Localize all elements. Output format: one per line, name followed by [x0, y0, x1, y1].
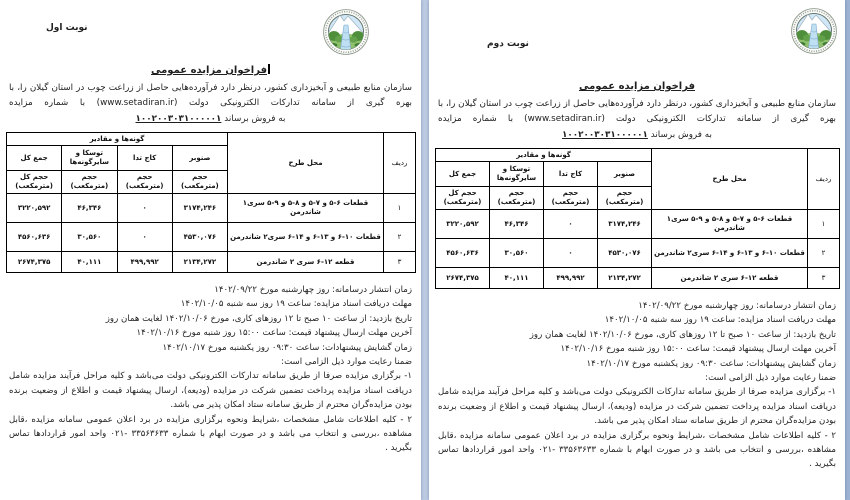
col-header-alder: توسکا و سایرگونه‌ها: [62, 146, 117, 171]
round-label: نوبت اول: [46, 23, 88, 33]
total-volume: ۳۲۲۰,۵۹۲: [436, 210, 490, 239]
col-header-total: جمع کل: [436, 162, 490, 187]
pine-volume: ۴۹۹,۹۹۲: [117, 252, 172, 273]
auction-number: ۱۰۰۲۰۰۳۰۳۱۰۰۰۰۰۱: [562, 130, 648, 140]
text-cursor: [268, 64, 270, 74]
note-item-1: ۱- برگزاری مزایده صرفا از طریق سامانه تدارکات الکترونیکی دولت می‌باشد و کلیه مراحل فرآیند مزایده شامل دریافت اسناد مزایده پرداخت تضمین شرکت در مزایده (ودیعه)، ارسال پیشنهاد قیمت و اطلاع از وضعیت برنده بودن مزایده‌گران محترم از طریق سامانه ستاد امکان پذیر می باشد.: [438, 387, 836, 427]
alder-volume: ۴۶,۳۴۶: [62, 194, 117, 223]
pine-volume: ۰: [117, 194, 172, 223]
auction-number: ۱۰۰۲۰۰۳۰۳۱۰۰۰۰۰۱: [135, 114, 222, 124]
page-second: [429, 0, 845, 500]
schedule-line-opening: زمان گشایش پیشنهادات: ساعت ۰۹:۳۰ روز یکشنبه مورخ ۱۴۰۲/۱۰/۱۷: [586, 358, 836, 369]
notes-block: [429, 385, 845, 471]
row-number: ۱: [808, 210, 840, 239]
pine-volume: ۰: [544, 210, 598, 239]
note-item-2: ۲ - کلیه اطلاعات شامل مشخصات ،شرایط ونحوه برگزاری مزایده در برد اعلان عمومی سامانه مزایده ،قابل مشاهده ،بررسی و انتخاب می باشد و در صورت ابهام با شماره ۳۳۵۶۳۶۳۳ -۰۲۱ واحد امور قراردادها تماس بگیرید .: [438, 430, 837, 470]
intro-line-1: سازمان منابع طبیعی و آبخیزداری کشور، درنظر دارد فرآورده‌هایی حاصل از زراعت چوب در استان گیلان را، با: [9, 83, 412, 93]
poplar-volume: ۲۱۳۴,۲۷۲: [598, 268, 652, 289]
volume-unit-label: حجم (مترمکعب): [490, 187, 544, 210]
intro-line-2: بهره گیری از سامانه تدارکات الکترونیکی دولت (www.setadiran.ir) با شماره مزایده: [438, 114, 836, 124]
col-header-poplar: صنوبر: [172, 146, 227, 171]
total-volume: ۳۲۲۰,۵۹۲: [7, 194, 62, 223]
note-item-2: ۲ - کلیه اطلاعات شامل مشخصات ،شرایط ونحوه برگزاری مزایده در برد اعلان عمومی سامانه مزایده ،قابل مشاهده ،بررسی و انتخاب می باشد و در صورت ابهام با شماره ۳۳۵۶۳۶۳۳ -۰۲۱ واحد امور قراردادها تماس بگیرید .: [9, 414, 412, 454]
pine-volume: ۰: [117, 223, 172, 252]
note-item-1: ۱- برگزاری مزایده صرفا از طریق سامانه تدارکات الکترونیکی دولت می‌باشد و کلیه مراحل فرآیند مزایده شامل دریافت اسناد مزایده پرداخت تضمین شرکت در مزایده (ودیعه)، ارسال پیشنهاد قیمت و اطلاع از وضعیت برنده بودن مزایده‌گران محترم از طریق سامانه ستاد امکان پذیر می باشد.: [9, 371, 412, 411]
col-header-location: محل طرح: [228, 133, 384, 194]
organization-emblem-icon: [791, 7, 837, 55]
row-number: ۳: [384, 252, 416, 273]
intro-line-3: [438, 128, 836, 143]
schedule-line-doc-deadline: مهلت دریافت اسناد مزایده: ساعت ۱۹ روز سه شنبه ۱۴۰۲/۱۰/۰۵: [180, 299, 412, 310]
col-header-total: جمع کل: [7, 146, 62, 171]
schedule-line-publication: زمان انتشار درسامانه: روز چهارشنبه مورخ ۱۴۰۲/۰۹/۲۲: [214, 285, 412, 295]
volume-unit-label: حجم (مترمکعب): [62, 171, 117, 194]
schedule-line-bid-deadline: آخرین مهلت ارسال پیشنهاد قیمت: ساعت ۱۵:۰۰ روز شنبه مورخ ۱۴۰۲/۱۰/۱۶: [136, 328, 412, 339]
intro-paragraph: [429, 97, 845, 143]
poplar-volume: ۴۵۳۰,۰۷۶: [172, 223, 227, 252]
volume-unit-label: حجم (مترمکعب): [544, 187, 598, 210]
poplar-volume: ۳۱۷۴,۲۴۶: [172, 194, 227, 223]
schedule-block: [0, 283, 421, 369]
total-volume: ۴۵۶۰,۶۳۶: [7, 223, 62, 252]
table-row: [436, 239, 840, 268]
poplar-volume: ۴۵۳۰,۰۷۶: [598, 239, 652, 268]
page-header: [0, 0, 421, 64]
schedule-line-opening: زمان گشایش پیشنهادات: ساعت ۰۹:۳۰ روز یکشنبه مورخ ۱۴۰۲/۱۰/۱۷: [162, 342, 412, 353]
total-volume-unit-label: حجم کل (مترمکعب): [436, 187, 490, 210]
total-volume-unit-label: حجم کل (مترمکعب): [7, 171, 62, 194]
volume-unit-label: حجم (مترمکعب): [172, 171, 227, 194]
alder-volume: ۴۶,۳۴۶: [490, 210, 544, 239]
notes-block: [0, 369, 421, 455]
volume-unit-label: حجم (مترمکعب): [117, 171, 172, 194]
col-header-alder: توسکا و سایرگونه‌ها: [490, 162, 544, 187]
pine-volume: ۴۹۹,۹۹۲: [544, 268, 598, 289]
schedule-line-doc-deadline: مهلت دریافت اسناد مزایده: ساعت ۱۹ روز سه شنبه ۱۴۰۲/۱۰/۰۵: [604, 315, 836, 326]
page-header: [429, 0, 845, 81]
page-title: [0, 64, 421, 77]
plot-location: قطعات ۱۰-۶ و ۱۳-۶ و ۱۴-۶ سری۲ شاندرمن: [652, 239, 808, 268]
intro-line-3: [9, 112, 412, 127]
schedule-line-compliance: ضمنا رعایت موارد ذیل الزامی است:: [281, 357, 412, 368]
col-header-row-no: ردیف: [384, 133, 416, 194]
row-number: ۲: [808, 239, 840, 268]
schedule-block: [429, 299, 845, 385]
col-header-pine: کاج تدا: [544, 162, 598, 187]
row-number: ۳: [808, 268, 840, 289]
schedule-line-bid-deadline: آخرین مهلت ارسال پیشنهاد قیمت: ساعت ۱۵:۰۰ روز شنبه مورخ ۱۴۰۲/۱۰/۱۶: [560, 344, 836, 355]
table-group-header: گونه‌ها و مقادیر: [436, 149, 652, 162]
organization-emblem-icon: [323, 8, 369, 56]
volume-unit-label: حجم (مترمکعب): [598, 187, 652, 210]
alder-volume: ۴۰,۱۱۱: [62, 252, 117, 273]
volumes-table: [435, 148, 840, 289]
page-title-text: فراخوان مزایده عمومی: [579, 81, 695, 92]
page-first: [0, 0, 421, 500]
plot-location: قطعات ۶-۵ و ۷-۵ و ۸-۵ و ۹-۵ سری۱ شاندرمن: [228, 194, 384, 223]
poplar-volume: ۲۱۳۴,۲۷۲: [172, 252, 227, 273]
table-group-header: گونه‌ها و مقادیر: [7, 133, 228, 146]
row-number: ۲: [384, 223, 416, 252]
volumes-table: [6, 132, 416, 273]
table-row: [7, 194, 416, 223]
col-header-location: محل طرح: [652, 149, 808, 210]
intro-line-1: سازمان منابع طبیعی و آبخیزداری کشور، درنظر دارد فرآورده‌هایی حاصل از زراعت چوب در استان گیلان را، با: [438, 99, 836, 109]
alder-volume: ۳۰,۵۶۰: [490, 239, 544, 268]
schedule-line-visit-date: تاریخ بازدید: از ساعت ۱۰ صبح تا ۱۲ روزهای کاری، مورخ ۱۴۰۲/۱۰/۰۶ لغایت همان روز: [105, 313, 412, 324]
col-header-row-no: ردیف: [808, 149, 840, 210]
col-header-poplar: صنوبر: [598, 162, 652, 187]
total-volume: ۲۶۷۴,۳۷۵: [7, 252, 62, 273]
alder-volume: ۳۰,۵۶۰: [62, 223, 117, 252]
sale-phrase: به فروش برساند: [650, 130, 712, 140]
table-row: [436, 268, 840, 289]
plot-location: قطعه ۱۲-۶ سری ۲ شاندرمن: [228, 252, 384, 273]
page-title-text: فراخوان مزایده عمومی: [151, 65, 267, 76]
table-row: [7, 223, 416, 252]
plot-location: قطعه ۱۲-۶ سری ۲ شاندرمن: [652, 268, 808, 289]
table-row: [7, 252, 416, 273]
plot-location: قطعات ۱۰-۶ و ۱۳-۶ و ۱۴-۶ سری۲ شاندرمن: [228, 223, 384, 252]
schedule-line-visit-date: تاریخ بازدید: از ساعت ۱۰ صبح تا ۱۲ روزهای کاری، مورخ ۱۴۰۲/۱۰/۰۶ لغایت همان روز: [529, 329, 836, 340]
poplar-volume: ۳۱۷۴,۲۴۶: [598, 210, 652, 239]
row-number: ۱: [384, 194, 416, 223]
alder-volume: ۴۰,۱۱۱: [490, 268, 544, 289]
total-volume: ۲۶۷۴,۳۷۵: [436, 268, 490, 289]
schedule-line-compliance: ضمنا رعایت موارد ذیل الزامی است:: [705, 373, 836, 384]
plot-location: قطعات ۶-۵ و ۷-۵ و ۸-۵ و ۹-۵ سری۱ شاندرمن: [652, 210, 808, 239]
sale-phrase: به فروش برساند: [224, 114, 286, 124]
intro-line-2: بهره گیری از سامانه تدارکات الکترونیکی دولت (www.setadiran.ir) با شماره مزایده: [9, 98, 412, 108]
total-volume: ۴۵۶۰,۶۳۶: [436, 239, 490, 268]
col-header-pine: کاج تدا: [117, 146, 172, 171]
schedule-line-publication: زمان انتشار درسامانه: روز چهارشنبه مورخ ۱۴۰۲/۰۹/۲۲: [638, 301, 836, 311]
page-title: [429, 81, 845, 93]
round-label: نوبت دوم: [487, 39, 529, 49]
pine-volume: ۰: [544, 239, 598, 268]
intro-paragraph: [0, 81, 421, 127]
table-row: [436, 210, 840, 239]
